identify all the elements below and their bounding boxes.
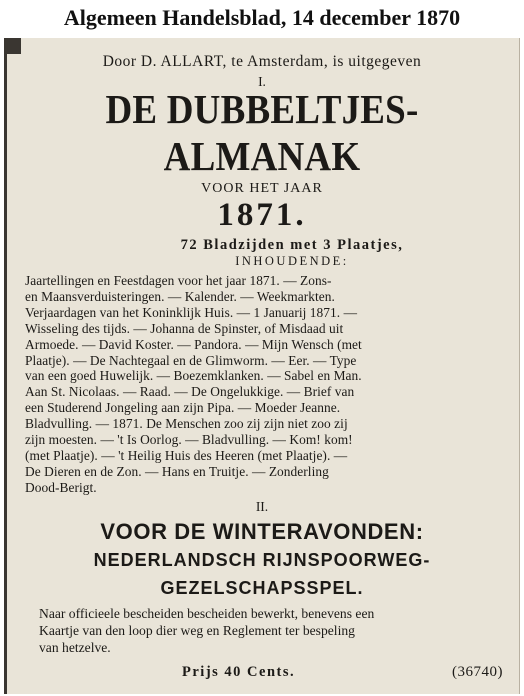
contents-line: Armoede. — David Koster. — Pandora. — Mijn Wensch (met (25, 336, 362, 352)
description-line: Naar officieele bescheiden bescheiden bewerkt, benevens een (39, 605, 375, 621)
price-row (17, 664, 507, 686)
contents-list (17, 273, 507, 496)
contents-line: Plaatje). — De Nachtegaal en de Glimworm. — Eer. — Type (25, 352, 357, 368)
pages-and-plates: 72 Bladzijden met 3 Plaatjes, (180, 237, 404, 253)
winter-evenings-heading: VOOR DE WINTERAVONDEN: (100, 518, 424, 544)
price-label: Prijs 40 Cents. (182, 663, 296, 680)
for-year-label: VOOR HET JAAR (201, 181, 323, 196)
advertisement-code: (36740) (452, 663, 503, 680)
contents-line: en Maansverduisteringen. — Kalender. — Weekmarkten. (25, 288, 335, 304)
contents-line: Aan St. Nicolaas. — Raad. — De Ongelukkige. — Brief van (25, 384, 355, 400)
contents-line: een Studerend Jongeling aan zijn Pipa. — Moeder Jeanne. (25, 400, 341, 416)
almanac-year: 1871. (217, 197, 307, 233)
clipping-caption: Algemeen Handelsblad, 14 december 1870 (63, 5, 461, 30)
game-description (17, 605, 507, 656)
contents-line: Verjaardagen van het Koninklijk Huis. — 1 Januarij 1871. — (25, 304, 358, 320)
contents-line: zijn moesten. — 't Is Oorlog. — Bladvulling. — Kom! kom! (25, 432, 353, 448)
advertisement-body (17, 52, 507, 686)
newspaper-clipping (4, 38, 520, 694)
almanac-title: DE DUBBELTJES-ALMANAK (105, 86, 419, 180)
part-one-numeral: I. (258, 74, 266, 89)
contents-line: Bladvulling. — 1871. De Menschen zoo zij zijn niet zoo zij (25, 416, 348, 432)
contents-line: Wisseling des tijds. — Johanna de Spinster, of Misdaad uit (25, 320, 344, 336)
contents-line: De Dieren en de Zon. — Hans en Truitje. — Zonderling (25, 463, 329, 479)
publisher-intro: Door D. ALLART, te Amsterdam, is uitgegeven (102, 53, 422, 70)
game-title-line-1: NEDERLANDSCH RIJNSPOORWEG- (93, 549, 431, 570)
description-line: van hetzelve. (39, 639, 111, 655)
contents-line: (met Plaatje). — 't Heilig Huis des Heeren (met Plaatje). — (25, 447, 348, 463)
contents-line: Dood-Berigt. (25, 479, 97, 495)
game-title-line-2: GEZELSCHAPSSPEL. (160, 577, 364, 598)
contents-line: van een goed Huwelijk. — Boezemklanken. — Sabel en Man. (25, 368, 362, 384)
contents-heading: INHOUDENDE: (235, 254, 349, 268)
description-line: Kaartje van den loop dier weg en Reglement ter bespeling (39, 622, 355, 638)
part-two-numeral: II. (255, 498, 269, 514)
contents-line: Jaartellingen en Feestdagen voor het jaar 1871. — Zons- (25, 273, 332, 288)
